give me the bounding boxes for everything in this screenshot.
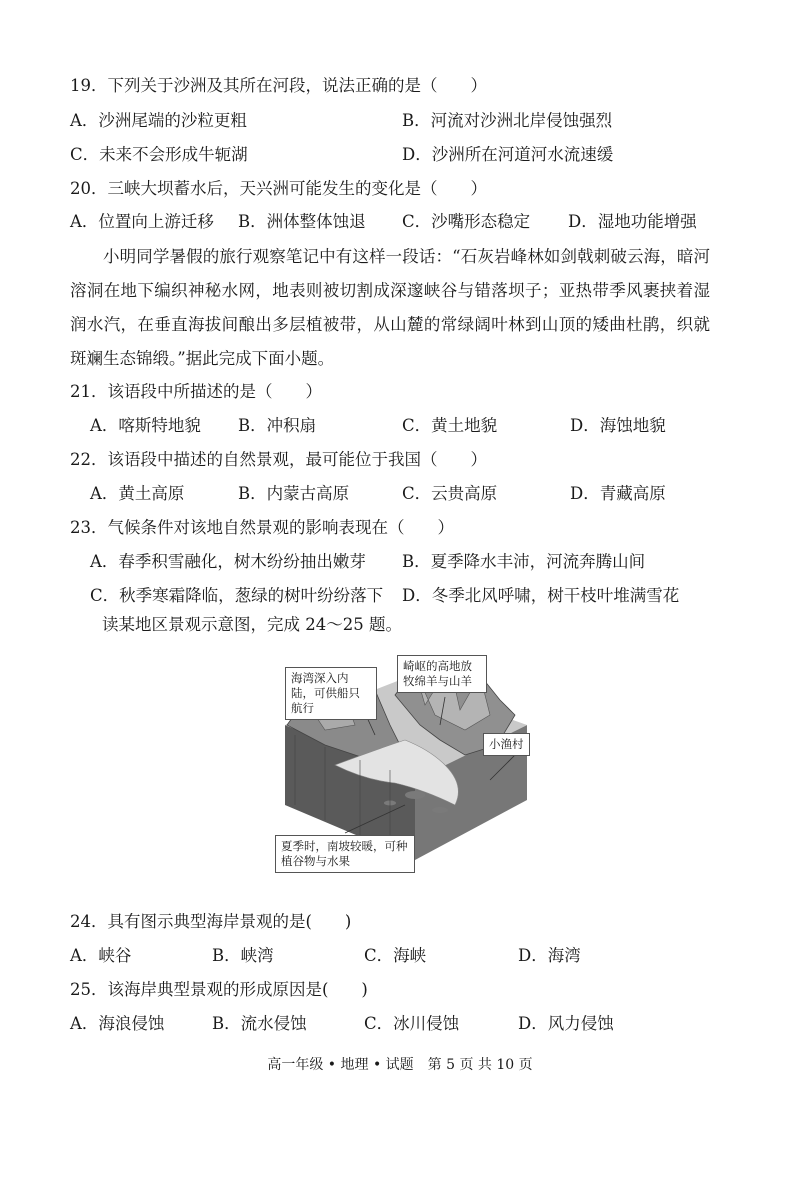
q22-option-d: D．青藏高原 <box>570 484 666 503</box>
q22-option-b: B．内蒙古高原 <box>238 484 350 503</box>
q24-option-d: D．海湾 <box>518 946 581 965</box>
q21-option-c: C．黄土地貌 <box>402 416 498 435</box>
q23-option-a: A．春季积雪融化，树木纷纷抽出嫩芽 <box>90 552 366 571</box>
q21-option-b: B．冲积扇 <box>238 416 317 435</box>
question-23-stem: 23．气候条件对该地自然景观的影响表现在（ ） <box>70 518 454 537</box>
q23-option-c: C．秋季寒霜降临，葱绿的树叶纷纷落下 <box>90 586 384 605</box>
question-24-stem: 24．具有图示典型海岸景观的是( ) <box>70 912 352 931</box>
q20-option-c: C．沙嘴形态稳定 <box>402 212 531 231</box>
q24-option-c: C．海峡 <box>364 946 427 965</box>
question-25-stem: 25．该海岸典型景观的形成原因是( ) <box>70 980 368 999</box>
page-footer: 高一年级 • 地理 • 试题 第 5 页 共 10 页 <box>267 1057 533 1073</box>
q19-option-c: C．未来不会形成牛轭湖 <box>70 145 248 164</box>
callout-south-slope: 夏季时，南坡较暖，可种植谷物与水果 <box>275 835 415 873</box>
reading-passage: 小明同学暑假的旅行观察笔记中有这样一段话：“石灰岩峰林如剑戟刺破云海，暗河溶洞在地下编织神秘水网，地表则被切割成深邃峡谷与错落坝子；亚热带季风裹挟着湿润水汽，在垂直海拔间酿出多层植被带，从山麓的常绿阔叶林到山顶的矮曲杜鹃，织就斑斓生态锦缎。”据此完成下面小题。 <box>70 247 710 368</box>
q25-option-b: B．流水侵蚀 <box>212 1014 307 1033</box>
q22-option-a: A．黄土高原 <box>90 484 185 503</box>
callout-highland: 崎岖的高地放牧绵羊与山羊 <box>397 655 487 693</box>
question-22-stem: 22．该语段中描述的自然景观，最可能位于我国（ ） <box>70 450 487 469</box>
q23-option-d: D．冬季北风呼啸，树干枝叶堆满雪花 <box>402 586 680 605</box>
q25-option-d: D．风力侵蚀 <box>518 1014 614 1033</box>
q24-option-b: B．峡湾 <box>212 946 274 965</box>
q24-option-a: A．峡谷 <box>70 946 132 965</box>
q20-option-d: D．湿地功能增强 <box>568 212 697 231</box>
q19-option-a: A．沙洲尾端的沙粒更粗 <box>70 111 247 130</box>
q19-option-d: D．沙洲所在河道河水流速缓 <box>402 145 614 164</box>
question-20-stem: 20．三峡大坝蓄水后，天兴洲可能发生的变化是（ ） <box>70 179 487 198</box>
q19-option-b: B．河流对沙洲北岸侵蚀强烈 <box>402 111 613 130</box>
callout-bay: 海湾深入内陆，可供船只航行 <box>285 667 377 720</box>
q20-option-a: A．位置向上游迁移 <box>70 212 214 231</box>
figure-intro: 读某地区景观示意图，完成 24～25 题。 <box>102 615 402 634</box>
q23-option-b: B．夏季降水丰沛，河流奔腾山间 <box>402 552 646 571</box>
question-19-stem: 19．下列关于沙洲及其所在河段，说法正确的是（ ） <box>70 76 487 95</box>
callout-village: 小渔村 <box>483 733 530 756</box>
fjord-landscape-figure <box>265 655 535 867</box>
q21-option-a: A．喀斯特地貌 <box>90 416 201 435</box>
q21-option-d: D．海蚀地貌 <box>570 416 666 435</box>
question-21-stem: 21．该语段中所描述的是（ ） <box>70 382 322 401</box>
q22-option-c: C．云贵高原 <box>402 484 498 503</box>
q25-option-a: A．海浪侵蚀 <box>70 1014 165 1033</box>
q20-option-b: B．洲体整体蚀退 <box>238 212 366 231</box>
q25-option-c: C．冰川侵蚀 <box>364 1014 460 1033</box>
